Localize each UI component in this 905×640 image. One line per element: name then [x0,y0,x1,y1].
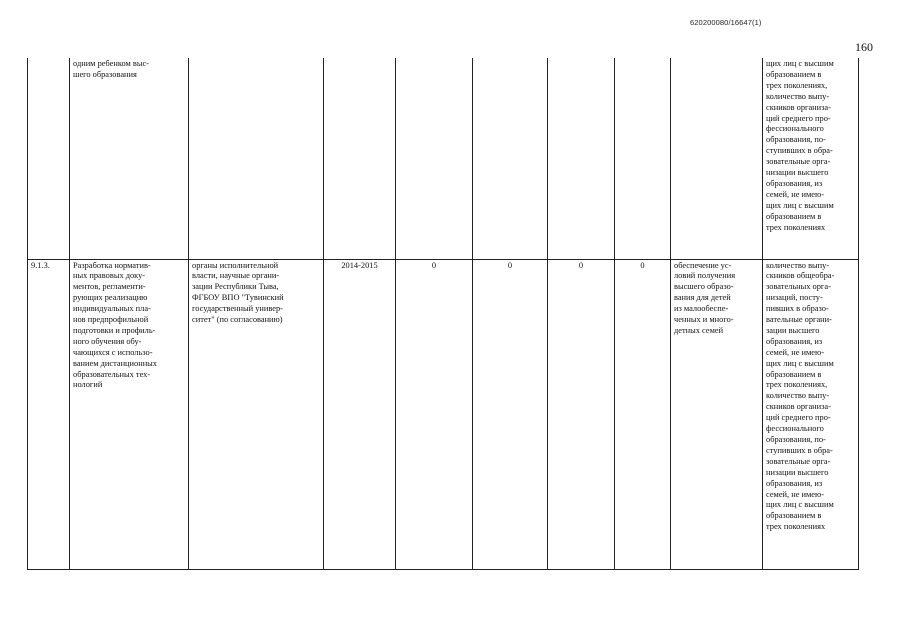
cell-value: 0 [615,259,671,569]
cell-result: обеспечение ус- ловий получения высшего образо- вания для детей из малообеспе- ченных и много- детных семей [671,259,763,569]
cell-executors: органы исполнительной власти, научные органи- зации Республики Тыва, ФГБОУ ВПО "Тувинский государственный универ- ситет" (по согласованию) [189,259,324,569]
cell-value: 0 [548,259,615,569]
cell-number: 9.1.3. [28,259,70,569]
cell-value [548,58,615,259]
cell-value: 0 [396,259,473,569]
cell-value [396,58,473,259]
cell-activity: Разработка норматив- ных правовых доку- ментов, регламенти- рующих реализацию индивидуальных пла- нов предпрофильной подготовки и профиль- ного обучения обу- чающихся с использо- ванием дистанционных образовательных тех- нологий [70,259,189,569]
table-row [28,259,859,569]
cell-activity: одним ребенком выс- шего образования [70,58,189,259]
cell-result [671,58,763,259]
cell-executors [189,58,324,259]
cell-indicator: количество выпу- скников общеобра- зовательных орга- низаций, посту- пивших в образо- вательные органи- зации высшего образования, из семей, не имею- щих лиц с высшим образованием в трех поколениях, количество выпу- скников организа- ций среднего про- фессионального образования, по- ступивших в обра- зовательные орга- низации высшего образования, из семей, не имею- щих лиц с высшим образованием в трех поколениях [763,259,859,569]
cell-period [324,58,396,259]
page-number: 160 [855,40,873,54]
cell-indicator: щих лиц с высшим образованием в трех поколениях, количество выпу- скников организа- ций среднего про- фессионального образования, по- ступивших в обра- зовательные орга- низации высшего образования, из семей, не имею- щих лиц с высшим образованием в трех поколениях [763,58,859,259]
cell-value [615,58,671,259]
table-row [28,58,859,259]
cell-number [28,58,70,259]
program-table [27,58,859,570]
cell-period: 2014-2015 [324,259,396,569]
cell-value: 0 [473,259,548,569]
document-code: 620200080/16647(1) [690,18,762,27]
cell-value [473,58,548,259]
